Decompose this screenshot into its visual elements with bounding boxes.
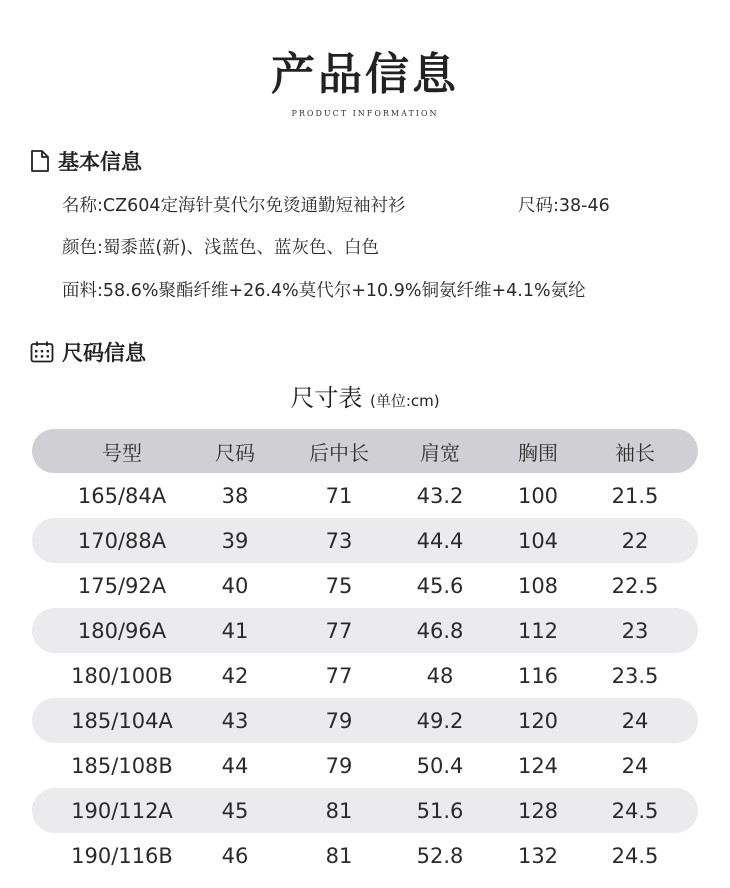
table-cell: 116 [517,663,559,688]
size-info-heading [30,337,146,367]
table-header-cell: 号型 [102,440,142,465]
table-cell: 112 [517,618,559,643]
table-cell: 79 [325,753,353,778]
table-cell: 45.6 [416,573,464,598]
table-cell: 49.2 [416,708,464,733]
document-icon [30,150,50,172]
table-cell: 108 [517,573,559,598]
table-cell: 46 [221,843,249,868]
table-cell: 24.5 [611,798,659,823]
table-cell: 190/112A [71,798,173,823]
table-header-cell: 肩宽 [420,440,460,465]
table-cell: 124 [517,753,559,778]
table-row [32,563,698,608]
page-title: 产品信息 [271,49,459,100]
table-header-row [32,429,698,473]
table-cell: 23 [621,618,649,643]
table-cell: 44 [221,753,249,778]
table-cell: 22.5 [611,573,659,598]
calendar-icon [30,341,54,363]
table-cell: 51.6 [416,798,464,823]
table-cell: 75 [325,573,353,598]
table-cell: 50.4 [416,753,464,778]
table-cell: 48 [426,663,454,688]
table-row [32,788,698,833]
table-header-cell: 袖长 [615,440,655,465]
size-info-title: 尺码信息 [62,341,146,365]
table-cell: 38 [221,483,249,508]
basic-info-heading [30,146,142,176]
table-header-cell: 后中长 [309,440,369,465]
table-cell: 24 [621,753,649,778]
table-cell: 132 [517,843,559,868]
table-cell: 175/92A [77,573,167,598]
table-cell: 81 [325,843,353,868]
table-header-cell: 尺码 [215,440,255,465]
table-cell: 71 [325,483,353,508]
table-cell: 77 [325,618,353,643]
table-cell: 73 [325,528,353,553]
table-cell: 24 [621,708,649,733]
table-cell: 24.5 [611,843,659,868]
table-cell: 120 [517,708,559,733]
table-cell: 180/96A [77,618,167,643]
product-fabric: 面料:58.6%聚酯纤维+26.4%莫代尔+10.9%铜氨纤维+4.1%氨纶 [62,281,586,301]
table-cell: 52.8 [416,843,464,868]
table-cell: 44.4 [416,528,464,553]
table-cell: 165/84A [77,483,167,508]
table-cell: 45 [221,798,249,823]
table-cell: 43 [221,708,249,733]
table-row [32,518,698,563]
size-range: 尺码:38-46 [518,196,610,216]
table-cell: 23.5 [611,663,659,688]
table-cell: 41 [221,618,249,643]
table-cell: 185/108B [71,753,173,778]
product-name: 名称:CZ604定海针莫代尔免烫通勤短袖衬衫 [62,196,406,216]
table-cell: 128 [517,798,559,823]
size-table [32,429,698,878]
table-cell: 104 [517,528,559,553]
table-cell: 22 [621,528,649,553]
table-cell: 39 [221,528,249,553]
table-header-cell: 胸围 [518,440,558,465]
table-cell: 180/100B [71,663,173,688]
table-row [32,833,698,878]
table-row [32,473,698,518]
table-cell: 170/88A [77,528,167,553]
product-colors: 颜色:蜀黍蓝(新)、浅蓝色、蓝灰色、白色 [62,238,380,258]
table-cell: 21.5 [611,483,659,508]
size-table-name: 尺寸表 [290,384,363,412]
table-row [32,743,698,788]
table-row [32,608,698,653]
table-cell: 40 [221,573,249,598]
table-cell: 81 [325,798,353,823]
page-subtitle: PRODUCT INFORMATION [291,109,439,118]
table-row [32,698,698,743]
table-cell: 185/104A [71,708,173,733]
table-cell: 79 [325,708,353,733]
table-cell: 46.8 [416,618,464,643]
table-cell: 100 [517,483,559,508]
size-table-unit: (单位:cm) [370,392,440,410]
table-cell: 190/116B [71,843,173,868]
basic-info-title: 基本信息 [58,150,142,174]
table-row [32,653,698,698]
table-cell: 42 [221,663,249,688]
table-cell: 43.2 [416,483,464,508]
size-table-title [0,378,730,413]
table-cell: 77 [325,663,353,688]
